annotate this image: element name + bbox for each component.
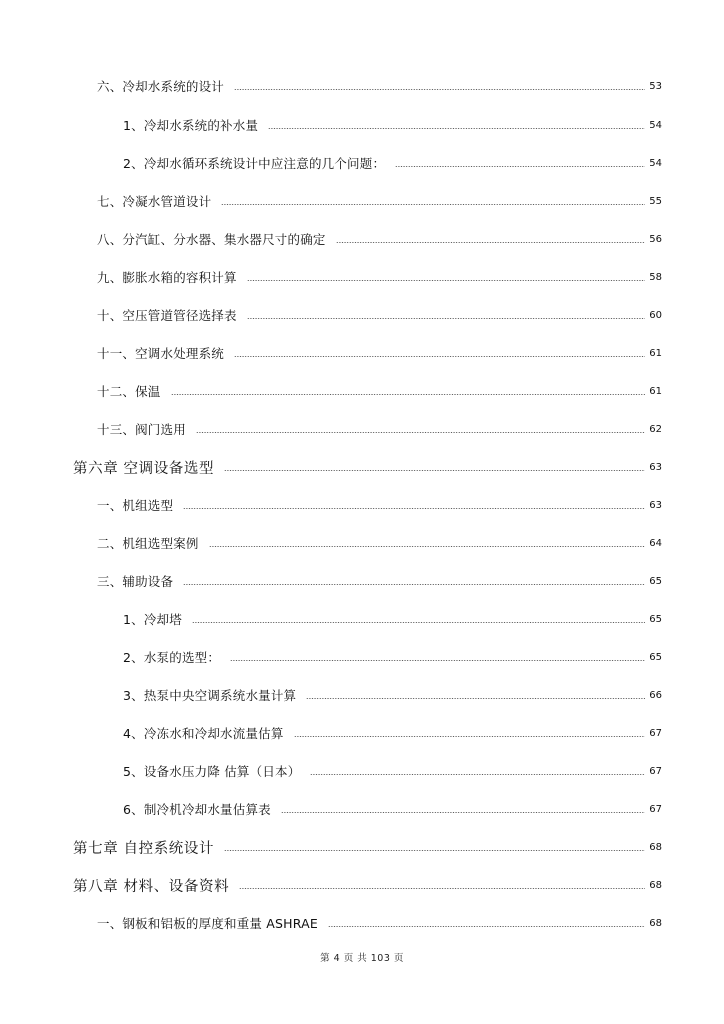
toc-entry[interactable] bbox=[123, 685, 662, 705]
toc-leader-dots bbox=[247, 280, 645, 281]
toc-entry[interactable] bbox=[123, 115, 662, 135]
toc-entry-title: 1、冷却塔 bbox=[123, 612, 182, 627]
toc-leader-dots bbox=[192, 622, 645, 623]
toc-entry-title: 6、制冷机冷却水量估算表 bbox=[123, 802, 271, 817]
toc-leader-dots bbox=[209, 546, 645, 547]
toc-entry[interactable] bbox=[97, 305, 662, 325]
toc-entry[interactable] bbox=[123, 761, 662, 781]
toc-entry-page: 65 bbox=[649, 613, 662, 625]
toc-entry-title: 一、机组选型 bbox=[97, 498, 174, 513]
toc-entry[interactable] bbox=[97, 533, 662, 553]
toc-leader-dots bbox=[196, 432, 645, 433]
toc-entry-page: 67 bbox=[649, 765, 662, 777]
toc-entry-page: 65 bbox=[649, 651, 662, 663]
toc-chapter-entry[interactable] bbox=[73, 875, 662, 895]
toc-entry-title: 5、设备水压力降 估算（日本） bbox=[123, 764, 301, 779]
toc-entry-page: 68 bbox=[649, 841, 662, 853]
toc-entry-page: 61 bbox=[649, 347, 662, 359]
toc-entry[interactable] bbox=[97, 419, 662, 439]
toc-leader-dots bbox=[328, 926, 645, 927]
toc-leader-dots bbox=[230, 660, 645, 661]
toc-entry-page: 67 bbox=[649, 727, 662, 739]
toc-entry[interactable] bbox=[97, 191, 662, 211]
toc-leader-dots bbox=[183, 584, 645, 585]
page-footer: 第 4 页 共 103 页 bbox=[320, 953, 404, 964]
toc-entry[interactable] bbox=[97, 267, 662, 287]
toc-entry-title: 1、冷却水系统的补水量 bbox=[123, 118, 259, 133]
toc-entry[interactable] bbox=[97, 229, 662, 249]
toc-entry-title: 2、冷却水循环系统设计中应注意的几个问题： bbox=[123, 156, 386, 171]
toc-entry-title: 十三、阀门选用 bbox=[97, 422, 186, 437]
toc-entry[interactable] bbox=[123, 153, 662, 173]
toc-entry-page: 56 bbox=[649, 233, 662, 245]
toc-entry-title: 七、冷凝水管道设计 bbox=[97, 194, 212, 209]
toc-entry-page: 68 bbox=[649, 879, 662, 891]
toc-chapter-entry[interactable] bbox=[73, 457, 662, 477]
toc-entry[interactable] bbox=[97, 76, 662, 96]
toc-entry-title: 八、分汽缸、分水器、集水器尺寸的确定 bbox=[97, 232, 326, 247]
toc-entry-page: 54 bbox=[649, 157, 662, 169]
toc-entry-title: 二、机组选型案例 bbox=[97, 536, 199, 551]
toc-leader-dots bbox=[224, 470, 645, 471]
toc-entry-title: 十、空压管道管径选择表 bbox=[97, 308, 237, 323]
toc-leader-dots bbox=[221, 204, 645, 205]
toc-leader-dots bbox=[268, 128, 645, 129]
toc-chapter-title: 第六章 空调设备选型 bbox=[73, 460, 215, 477]
toc-entry-title: 十一、空调水处理系统 bbox=[97, 346, 225, 361]
toc-chapter-title: 第七章 自控系统设计 bbox=[73, 840, 215, 857]
toc-entry-title: 十二、保温 bbox=[97, 384, 161, 399]
toc-leader-dots bbox=[183, 508, 645, 509]
toc-entry[interactable] bbox=[97, 571, 662, 591]
toc-entry-title: 2、水泵的选型： bbox=[123, 650, 221, 665]
toc-entry-page: 61 bbox=[649, 385, 662, 397]
toc-leader-dots bbox=[310, 774, 645, 775]
toc-entry[interactable] bbox=[123, 647, 662, 667]
toc-leader-dots bbox=[281, 812, 645, 813]
toc-entry-title: 三、辅助设备 bbox=[97, 574, 174, 589]
toc-leader-dots bbox=[224, 850, 645, 851]
toc-entry-page: 66 bbox=[649, 689, 662, 701]
toc-leader-dots bbox=[239, 888, 645, 889]
toc-entry-page: 54 bbox=[649, 119, 662, 131]
toc-leader-dots bbox=[294, 736, 645, 737]
toc-entry[interactable] bbox=[123, 609, 662, 629]
toc-leader-dots bbox=[234, 356, 645, 357]
toc-entry[interactable] bbox=[97, 343, 662, 363]
toc-entry-page: 53 bbox=[649, 80, 662, 92]
toc-entry-page: 58 bbox=[649, 271, 662, 283]
toc-leader-dots bbox=[234, 89, 645, 90]
toc-entry-title: 九、膨胀水箱的容积计算 bbox=[97, 270, 237, 285]
toc-entry-page: 55 bbox=[649, 195, 662, 207]
toc-entry-page: 60 bbox=[649, 309, 662, 321]
toc-chapter-title: 第八章 材料、设备资料 bbox=[73, 878, 230, 895]
toc-leader-dots bbox=[171, 394, 645, 395]
toc-entry[interactable] bbox=[97, 913, 662, 933]
toc-entry-title: 3、热泵中央空调系统水量计算 bbox=[123, 688, 297, 703]
toc-entry-page: 62 bbox=[649, 423, 662, 435]
toc-leader-dots bbox=[395, 166, 645, 167]
toc-entry-page: 64 bbox=[649, 537, 662, 549]
toc-entry-page: 65 bbox=[649, 575, 662, 587]
toc-chapter-entry[interactable] bbox=[73, 837, 662, 857]
toc-entry-title: 4、冷冻水和冷却水流量估算 bbox=[123, 726, 284, 741]
toc-entry[interactable] bbox=[97, 495, 662, 515]
toc-entry-page: 63 bbox=[649, 499, 662, 511]
toc-entry-title: 一、钢板和铝板的厚度和重量 ASHRAE bbox=[97, 916, 318, 931]
toc-entry-page: 68 bbox=[649, 917, 662, 929]
toc-entry-page: 63 bbox=[649, 461, 662, 473]
toc-leader-dots bbox=[336, 242, 645, 243]
toc-entry[interactable] bbox=[123, 723, 662, 743]
toc-entry-page: 67 bbox=[649, 803, 662, 815]
toc-entry[interactable] bbox=[97, 381, 662, 401]
toc-entry-title: 六、冷却水系统的设计 bbox=[97, 79, 225, 94]
toc-leader-dots bbox=[306, 698, 645, 699]
toc-leader-dots bbox=[247, 318, 645, 319]
toc-entry[interactable] bbox=[123, 799, 662, 819]
